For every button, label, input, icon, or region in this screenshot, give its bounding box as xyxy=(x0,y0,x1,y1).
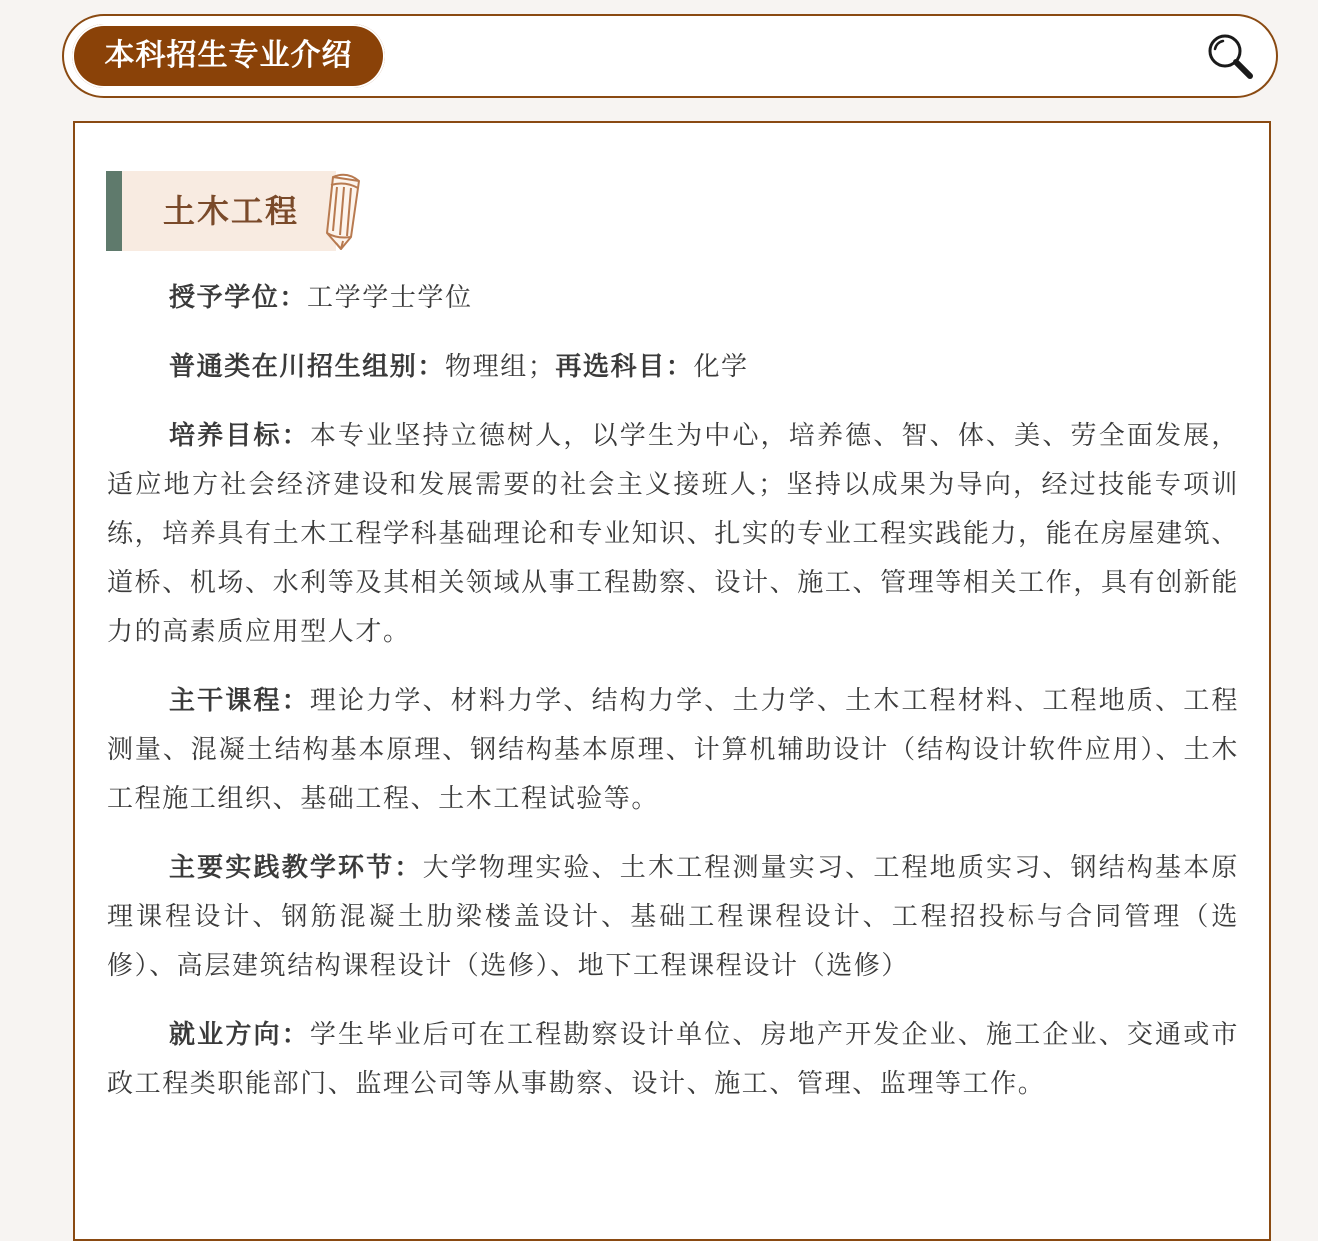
practice-value: 大学物理实验、土木工程测量实习、工程地质实习、钢结构基本原理课程设计、钢筋混凝土肋梁楼盖设计、基础工程课程设计、工程招投标与合同管理（选修）、高层建筑结构课程设计（选修）、地下工程课程设计（选修） xyxy=(107,853,1239,981)
courses-label: 主干课程： xyxy=(169,686,310,716)
courses-value: 理论力学、材料力学、结构力学、土力学、土木工程材料、工程地质、工程测量、混凝土结构基本原理、钢结构基本原理、计算机辅助设计（结构设计软件应用）、土木工程施工组织、基础工程、土木工程试验等。 xyxy=(107,686,1239,814)
career-row xyxy=(107,1011,1239,1109)
career-label: 就业方向： xyxy=(169,1020,310,1050)
practice-row xyxy=(107,844,1239,991)
major-heading xyxy=(106,171,336,251)
subject-label: 再选科目： xyxy=(555,352,694,382)
group-value: 物理组； xyxy=(445,352,556,382)
pencil-icon xyxy=(323,169,367,253)
heading-accent-bar xyxy=(106,171,122,251)
page-title: 本科招生专业介绍 xyxy=(72,24,385,88)
objective-label: 培养目标： xyxy=(169,421,310,451)
objective-value: 本专业坚持立德树人，以学生为中心，培养德、智、体、美、劳全面发展，适应地方社会经济建设和发展需要的社会主义接班人；坚持以成果为导向，经过技能专项训练，培养具有土木工程学科基础理论和专业知识、扎实的专业工程实践能力，能在房屋建筑、道桥、机场、水利等及其相关领域从事工程勘察、设计、施工、管理等相关工作，具有创新能力的高素质应用型人才。 xyxy=(107,421,1239,647)
major-detail-panel xyxy=(73,121,1271,1241)
objective-row xyxy=(107,412,1239,657)
courses-row xyxy=(107,677,1239,824)
header-bar xyxy=(62,14,1278,98)
career-value: 学生毕业后可在工程勘察设计单位、房地产开发企业、施工企业、交通或市政工程类职能部门、监理公司等从事勘察、设计、施工、管理、监理等工作。 xyxy=(107,1020,1239,1099)
degree-label: 授予学位： xyxy=(169,283,308,313)
group-label: 普通类在川招生组别： xyxy=(169,352,446,382)
practice-label: 主要实践教学环节： xyxy=(169,853,423,883)
degree-value: 工学学士学位 xyxy=(307,283,473,313)
group-row xyxy=(107,343,1239,392)
major-description xyxy=(107,274,1239,1129)
major-name: 土木工程 xyxy=(163,192,300,230)
degree-row xyxy=(107,274,1239,323)
search-icon[interactable] xyxy=(1204,30,1256,82)
subject-value: 化学 xyxy=(693,352,749,382)
